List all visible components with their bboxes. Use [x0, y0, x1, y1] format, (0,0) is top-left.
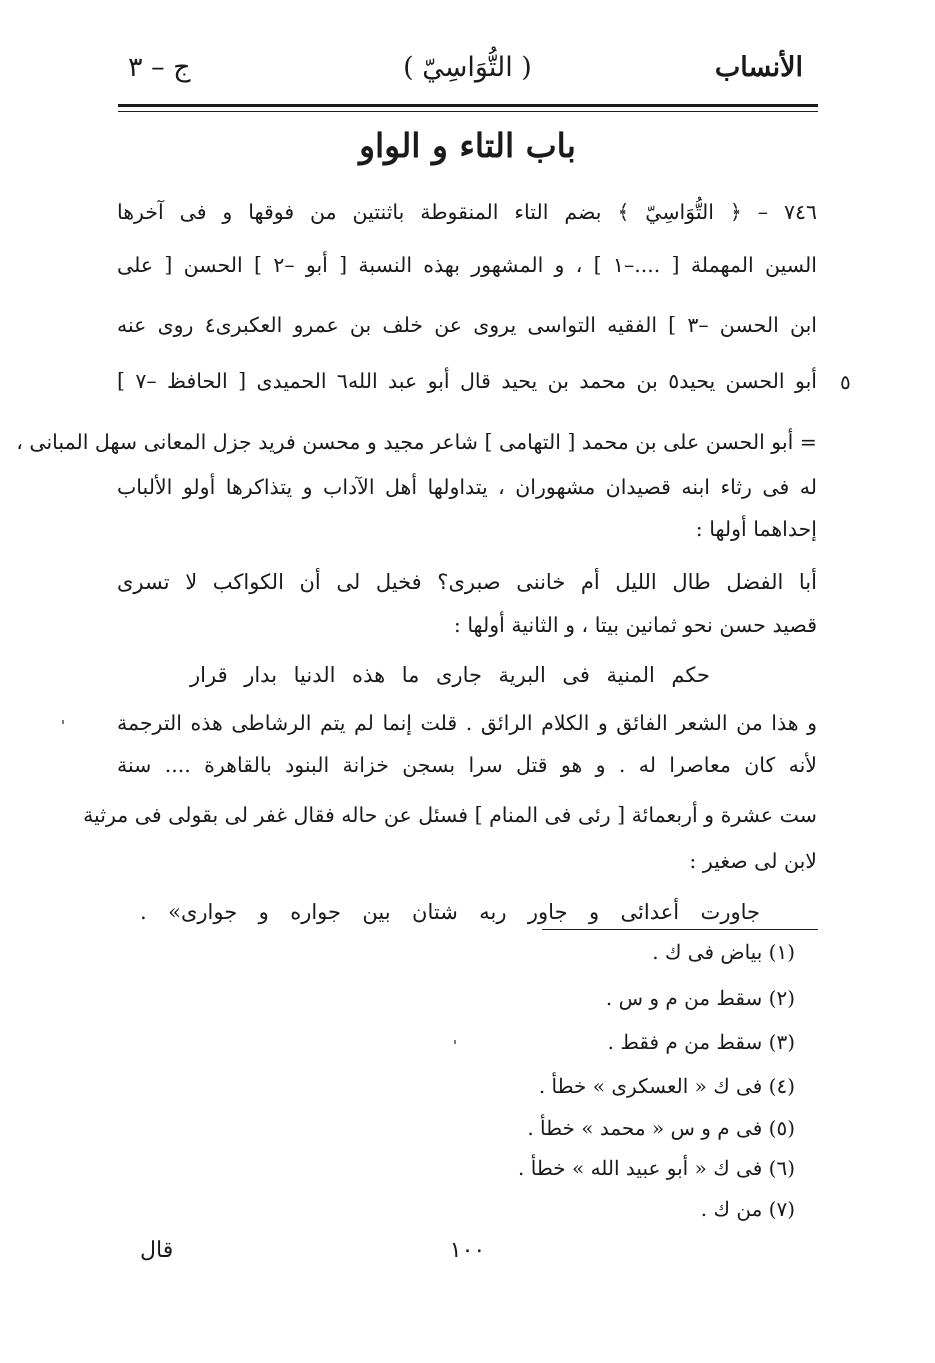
chapter-title: باب التاء و الواو: [359, 126, 576, 165]
body-line: ست عشرة و أربعمائة [ رئى فى المنام ] فسئل عن حاله فقال غفر لى بقولى فى مرثية: [83, 803, 817, 827]
footnote: (٣) سقط من م فقط .: [607, 1030, 795, 1054]
verse-line: جاورت أعدائى و جاور ربه شتان بين جواره و جوارى» .: [140, 900, 760, 924]
entry-line: ابن الحسن –٣ ] الفقيه التواسى يروى عن خلف بن عمرو العكبرى٤ روى عنه: [117, 313, 817, 337]
catchword: قال: [140, 1238, 174, 1263]
entry-line: أبو الحسن يحيد٥ بن محمد بن يحيد قال أبو عبد الله٦ الحميدى [ الحافظ –٧ ]: [117, 369, 817, 393]
running-head-volume: ج – ٣: [128, 52, 191, 83]
verse-line: حكم المنية فى البرية جارى ما هذه الدنيا بدار قرار: [190, 663, 710, 687]
footnote: (٦) فى ك « أبو عبيد الله » خطأ .: [518, 1156, 795, 1180]
scan-speck: [454, 1040, 456, 1044]
footnote: (٤) فى ك « العسكرى » خطأ .: [538, 1074, 795, 1098]
running-head-book-title: الأنساب: [714, 52, 803, 83]
footnote: (٧) من ك .: [700, 1197, 795, 1221]
running-head-entry: ( التُّوَاسِيّ ): [403, 52, 532, 83]
entry-line: السين المهملة [ ....–١ ] ، و المشهور بهذه النسبة [ أبو –٢ ] الحسن [ على: [117, 253, 817, 277]
body-line: و هذا من الشعر الفائق و الكلام الرائق . قلت إنما لم يتم الرشاطى هذه الترجمة: [117, 711, 817, 735]
footnote: (٢) سقط من م و س .: [605, 986, 795, 1010]
body-line: = أبو الحسن على بن محمد [ التهامى ] شاعر مجيد و محسن فريد جزل المعانى سهل المبانى ،: [16, 430, 817, 454]
body-line: له فى رثاء ابنه قصيدان مشهوران ، يتداولها أهل الآداب و يتذاكرها أولو الألباب: [117, 475, 817, 499]
scan-speck: [62, 720, 64, 724]
footnote: (١) بياض فى ك .: [652, 940, 795, 964]
page-number: ١٠٠: [449, 1238, 486, 1263]
body-line: إحداهما أولها :: [695, 517, 817, 541]
footnote-rule: [542, 929, 818, 930]
body-line: قصيد حسن نحو ثمانين بيتا ، و الثانية أولها :: [453, 613, 817, 637]
verse-line: أبا الفضل طال الليل أم خاننى صبرى؟ فخيل لى أن الكواكب لا تسرى: [117, 570, 817, 594]
footnote: (٥) فى م و س « محمد » خطأ .: [527, 1116, 795, 1140]
body-line: لابن لى صغير :: [689, 849, 817, 873]
header-rule-thin: [118, 111, 818, 112]
entry-line: ٧٤٦ – ﴿ التُّوَاسِيّ ﴾ بضم التاء المنقوطة باثنتين من فوقها و فى آخرها: [117, 200, 817, 224]
margin-line-number: ٥: [840, 370, 851, 394]
body-line: لأنه كان معاصرا له . و هو قتل سرا بسجن خزانة البنود بالقاهرة .... سنة: [117, 753, 817, 777]
header-rule-thick: [118, 104, 818, 107]
